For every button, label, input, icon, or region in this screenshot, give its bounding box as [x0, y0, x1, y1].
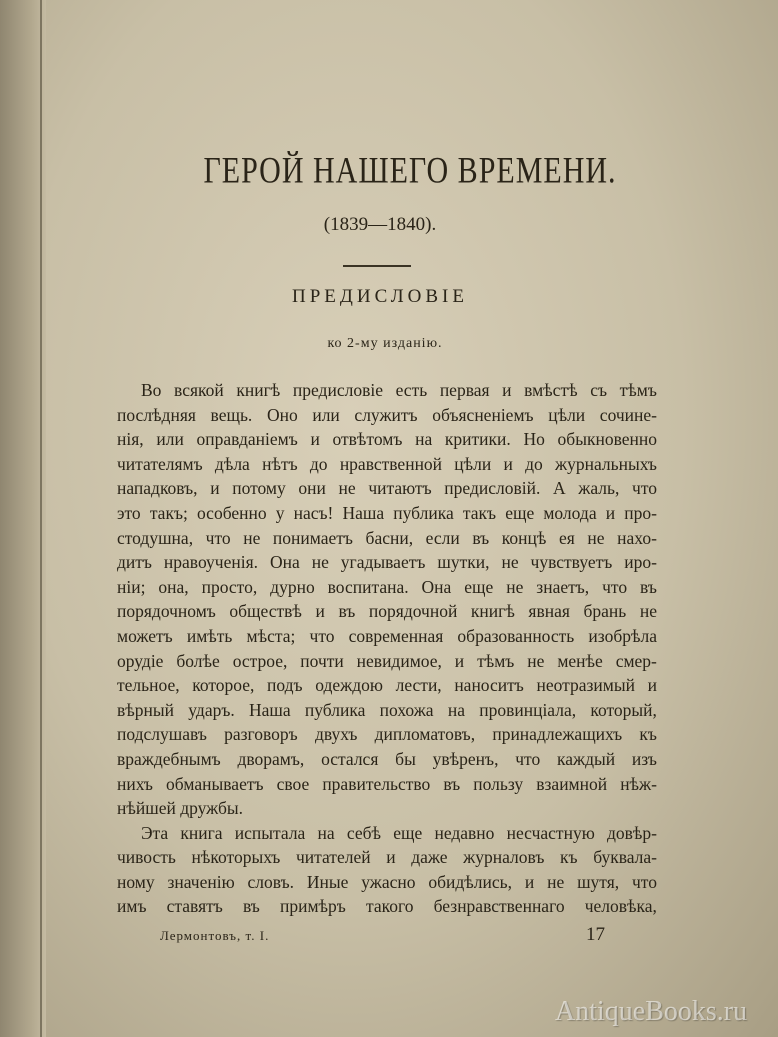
text-line: ному значенію словъ. Иные ужасно обидѣлись, и не шутя, что — [117, 871, 657, 892]
spine-shadow-line — [40, 0, 42, 1037]
text-line: нападковъ, и потому они не читаютъ предисловій. А жаль, что — [117, 478, 657, 499]
footer-author-volume: Лермонтовъ, т. I. — [160, 928, 270, 943]
text-line: можетъ имѣть мѣста; что современная образованность изобрѣла — [117, 625, 657, 646]
text-line: нія, или оправданіемъ и отвѣтомъ на критики. Но обыкновенно — [117, 429, 657, 450]
book-years: (1839—1840). — [323, 214, 437, 235]
text-line: вѣрный ударъ. Наша публика похожа на провинціала, который, — [117, 699, 657, 720]
text-line: подслушавъ разговоръ двухъ дипломатовъ, принадлежащихъ къ — [117, 724, 657, 745]
text-line: дитъ нравоученія. Она не угадываетъ шутки, не чувствуетъ иро- — [117, 552, 657, 573]
text-line: имъ ставятъ въ примѣръ такого безнравственнаго человѣка, — [117, 896, 657, 917]
divider-rule — [343, 265, 411, 267]
book-title: ГЕРОЙ НАШЕГО ВРЕМЕНИ. — [203, 150, 617, 192]
text-line: тельное, которое, подъ одеждою лести, наноситъ неотразимый и — [117, 675, 657, 696]
text-line: нихъ обманываетъ свое правительство въ пользу взаимной нѣж- — [117, 773, 657, 794]
text-line: нѣйшей дружбы. — [117, 798, 244, 819]
preface-subheading: ко 2-му изданію. — [327, 336, 443, 351]
text-line: орудіе болѣе острое, почти невидимое, и тѣмъ не менѣе смер- — [117, 650, 657, 671]
text-line: это такъ; особенно у насъ! Наша публика такъ еще молода и про- — [117, 502, 657, 523]
text-line: читателямъ дѣла нѣтъ до нравственной цѣли и до журнальныхъ — [117, 453, 657, 474]
text-line: порядочномъ обществѣ и въ порядочной книгѣ явная брань не — [117, 601, 657, 622]
text-line: ніи; она, просто, дурно воспитана. Она еще не знаетъ, что въ — [117, 576, 657, 597]
text-line: Во всякой книгѣ предисловіе есть первая и вмѣстѣ съ тѣмъ — [141, 380, 657, 400]
watermark: AntiqueBooks.ru — [555, 996, 748, 1027]
text-line: послѣдняя вещь. Оно или служитъ объясненіемъ цѣли сочине- — [117, 404, 657, 425]
body-text — [117, 378, 657, 919]
preface-heading: ПРЕДИСЛОВІЕ — [292, 286, 468, 307]
page-number: 17 — [586, 924, 605, 945]
text-line: чивость нѣкоторыхъ читателей и даже журналовъ къ буквала- — [117, 847, 657, 868]
text-line: стодушна, что не понимаетъ басни, если въ концѣ ея не нахо- — [117, 527, 657, 548]
text-line: враждебнымъ дворамъ, остался бы увѣренъ, что каждый изъ — [117, 748, 657, 769]
text-line: Эта книга испытала на себѣ еще недавно несчастную довѣр- — [141, 822, 657, 843]
